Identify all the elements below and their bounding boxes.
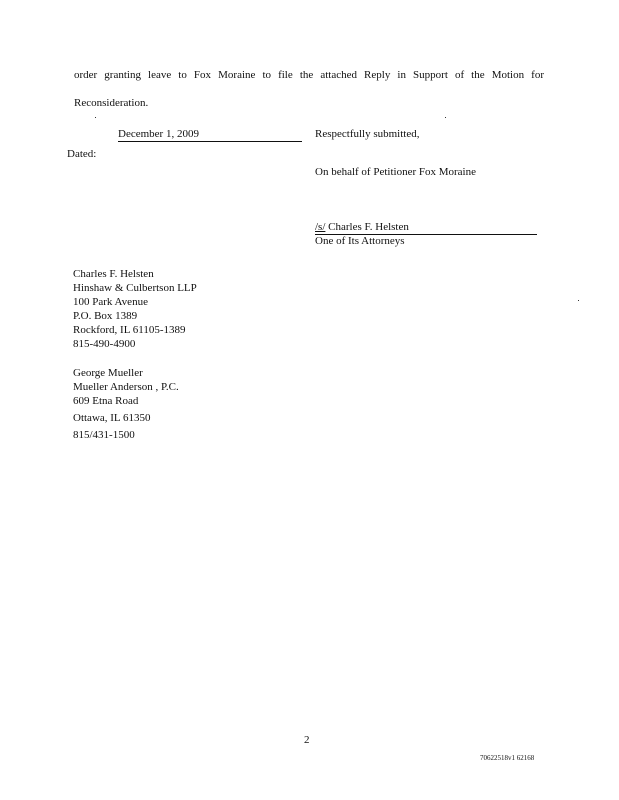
attorney-po-box: P.O. Box 1389 (73, 310, 138, 322)
date-value: December 1, 2009 (118, 128, 302, 142)
attorney-block-2 (73, 366, 179, 442)
scan-speck (445, 117, 446, 118)
attorney-street: 100 Park Avenue (73, 296, 148, 308)
attorney-phone: 815-490-4900 (73, 338, 136, 350)
scan-speck (95, 117, 96, 118)
dated-label: Dated: (67, 148, 97, 160)
attorney-name: Charles F. Helsten (73, 268, 154, 280)
attorney-phone: 815/431-1500 (73, 429, 135, 441)
signature-caption: One of Its Attorneys (315, 235, 405, 247)
body-paragraph-line-1: order granting leave to Fox Moraine to file the attached Reply in Support of the Motion for (74, 69, 544, 81)
attorney-city: Rockford, IL 61105-1389 (73, 324, 186, 336)
signature-name: Charles F. Helsten (325, 221, 409, 233)
document-id: 70622518v1 62168 (480, 754, 535, 762)
attorney-street: 609 Etna Road (73, 395, 139, 407)
respectfully-submitted: Respectfully submitted, (315, 128, 420, 140)
attorney-name: George Mueller (73, 367, 143, 379)
attorney-firm: Mueller Anderson , P.C. (73, 381, 179, 393)
signature-prefix: /s/ (315, 221, 326, 233)
scan-speck (578, 300, 579, 301)
body-paragraph-line-2: Reconsideration. (74, 97, 149, 109)
attorney-block-1 (73, 267, 197, 351)
signature-line (315, 221, 537, 235)
attorney-firm: Hinshaw & Culbertson LLP (73, 282, 197, 294)
on-behalf-line: On behalf of Petitioner Fox Moraine (315, 166, 476, 178)
page-number: 2 (304, 734, 310, 746)
attorney-city: Ottawa, IL 61350 (73, 412, 151, 424)
